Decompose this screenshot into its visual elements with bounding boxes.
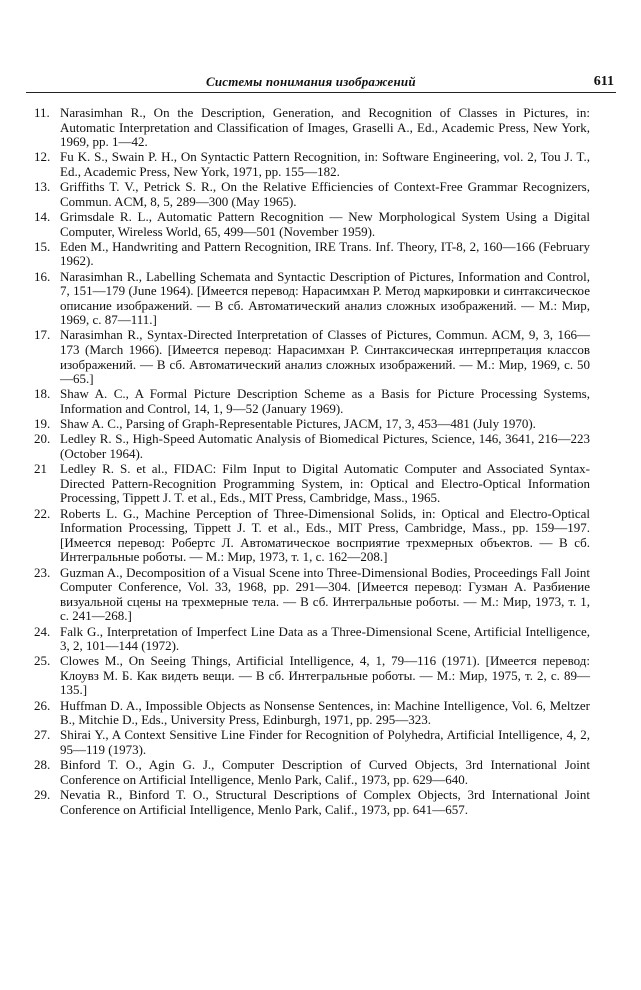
reference-number: 22. xyxy=(34,505,51,521)
reference-number: 11. xyxy=(34,105,50,120)
reference-text: Roberts L. G., Machine Perception of Three-Dimensional Solids, in: Optical and Electro-Optical Information Processing, Tippett J. T. et al., Eds., MIT Press, Cambridge, Mass., pp. 159—197. [Имеется перевод: Робертс Л. Автоматическое восприятие трехмерных объектов. — В сб. Интегральные роботы. — М.: Мир, 1973, т. 1, с. 162—208.] xyxy=(60,505,590,565)
reference-text: Fu K. S., Swain P. H., On Syntactic Pattern Recognition, in: Software Engineering, vol. 2, Tou J. T., Ed., Academic Press, New York, 1971, pp. 155—182. xyxy=(60,149,590,179)
reference-item xyxy=(34,240,590,269)
reference-item xyxy=(34,210,590,239)
reference-item xyxy=(34,788,590,817)
reference-text: Narasimhan R., On the Description, Generation, and Recognition of Classes in Pictures, in: Automatic Interpretation and Classification of Images, Graselli A., Ed., Academic Press, New York, 1969, pp. 1—42. xyxy=(60,105,590,150)
reference-item xyxy=(34,758,590,787)
page-header xyxy=(26,70,616,93)
reference-number: 29. xyxy=(34,787,51,802)
reference-text: Ledley R. S. et al., FIDAC: Film Input to Digital Automatic Computer and Associated Syntax-Directed Pattern-Recognition Programming System, in: Optical and Electro-Optical Information Processing, Tippett J. T. et al., Eds., MIT Press, Cambridge, Mass., 1965. xyxy=(60,461,590,506)
reference-number: 26. xyxy=(34,697,51,713)
reference-item xyxy=(34,150,590,179)
page-number: 611 xyxy=(593,74,614,89)
reference-number: 21 xyxy=(34,461,47,477)
reference-list xyxy=(34,106,590,818)
reference-text: Shaw A. C., A Formal Picture Description Scheme as a Basis for Picture Processing Systems, Information and Control, 14, 1, 9—52 (January 1969). xyxy=(60,386,590,417)
reference-item xyxy=(34,180,590,209)
reference-item xyxy=(34,699,590,728)
reference-item xyxy=(34,387,590,416)
reference-item xyxy=(34,654,590,698)
reference-item xyxy=(34,417,590,432)
reference-number: 16. xyxy=(34,268,51,284)
reference-number: 18. xyxy=(34,386,51,402)
reference-text: Nevatia R., Binford T. O., Structural Descriptions of Complex Objects, 3rd International Joint Conference on Artificial Intelligence, Menlo Park, Calif., 1973, pp. 641—657. xyxy=(60,787,590,817)
reference-number: 24. xyxy=(34,623,51,639)
reference-text: Shirai Y., A Context Sensitive Line Finder for Recognition of Polyhedra, Artificial Intelligence, 4, 2, 95—119 (1973). xyxy=(60,727,590,758)
reference-number: 13. xyxy=(34,179,51,195)
reference-number: 19. xyxy=(34,416,51,432)
reference-text: Guzman A., Decomposition of a Visual Scene into Three-Dimensional Bodies, Proceedings Fall Joint Computer Conference, Vol. 33, 1968, pp. 291—304. [Имеется перевод: Гузман А. Разбиение визуальной сцены на трехмерные тела. — В сб. Интегральные роботы. — М.: Мир, 1973, т. 1, с. 241—268.] xyxy=(60,564,590,624)
reference-number: 12. xyxy=(34,149,51,165)
reference-number: 28. xyxy=(34,757,51,773)
reference-item xyxy=(34,566,590,624)
reference-text: Ledley R. S., High-Speed Automatic Analysis of Biomedical Pictures, Science, 146, 3641, 216—223 (October 1964). xyxy=(60,431,590,461)
reference-item xyxy=(34,507,590,565)
reference-text: Falk G., Interpretation of Imperfect Line Data as a Three-Dimensional Scene, Artificial Intelligence, 3, 2, 101—144 (1972). xyxy=(60,623,590,654)
reference-text: Narasimhan R., Syntax-Directed Interpretation of Classes of Pictures, Commun. ACM, 9, 3, 166—173 (March 1966). [Имеется перевод: Нарасимхан Р. Синтаксическая интерпретация классов изображений. — В сб. Автоматический анализ сложных изображений. — М.: Мир, 1969, с. 50—65.] xyxy=(60,327,590,387)
reference-item xyxy=(34,328,590,386)
reference-item xyxy=(34,728,590,757)
reference-item xyxy=(34,625,590,654)
reference-text: Eden M., Handwriting and Pattern Recognition, IRE Trans. Inf. Theory, IT-8, 2, 160—166 (February 1962). xyxy=(60,238,590,269)
reference-text: Binford T. O., Agin G. J., Computer Description of Curved Objects, 3rd International Joint Conference on Artificial Intelligence, Menlo Park, Calif., 1973, pp. 629—640. xyxy=(60,757,590,787)
running-title: Системы понимания изображений xyxy=(206,74,416,89)
reference-number: 25. xyxy=(34,653,51,669)
reference-text: Griffiths T. V., Petrick S. R., On the Relative Efficiencies of Context-Free Grammar Recognizers, Commun. ACM, 8, 5, 289—300 (May 1965). xyxy=(60,179,590,209)
reference-text: Huffman D. A., Impossible Objects as Nonsense Sentences, in: Machine Intelligence, Vol. 6, Meltzer B., Mitchie D., Eds., University Press, Edinburgh, 1971, pp. 295—323. xyxy=(60,697,590,728)
reference-number: 17. xyxy=(34,327,51,343)
reference-text: Narasimhan R., Labelling Schemata and Syntactic Description of Pictures, Information and Control, 7, 151—179 (June 1964). [Имеется перевод: Нарасимхан Р. Метод маркировки и синтаксическое описание изображений. — В сб. Автоматический анализ сложных изображений. — М.: Мир, 1969, с. 87—111.] xyxy=(60,268,590,328)
reference-item xyxy=(34,270,590,328)
reference-text: Grimsdale R. L., Automatic Pattern Recognition — New Morphological System Using a Digital Computer, Wireless World, 65, 499—501 (November 1959). xyxy=(60,208,590,239)
reference-text: Clowes M., On Seeing Things, Artificial Intelligence, 4, 1, 79—116 (1971). [Имеется перевод: Клоувз М. Б. Как видеть вещи. — В сб. Интегральные роботы. — М.: Мир, 1975, т. 2, с. 89—135.] xyxy=(60,653,590,698)
reference-number: 20. xyxy=(34,431,51,447)
reference-number: 15. xyxy=(34,238,51,254)
reference-number: 14. xyxy=(34,208,51,224)
reference-text: Shaw A. C., Parsing of Graph-Representable Pictures, JACM, 17, 3, 453—481 (July 1970). xyxy=(60,416,536,432)
reference-item xyxy=(34,432,590,461)
reference-item xyxy=(34,106,590,150)
reference-item xyxy=(34,462,590,506)
reference-number: 27. xyxy=(34,727,51,743)
reference-number: 23. xyxy=(34,564,51,580)
